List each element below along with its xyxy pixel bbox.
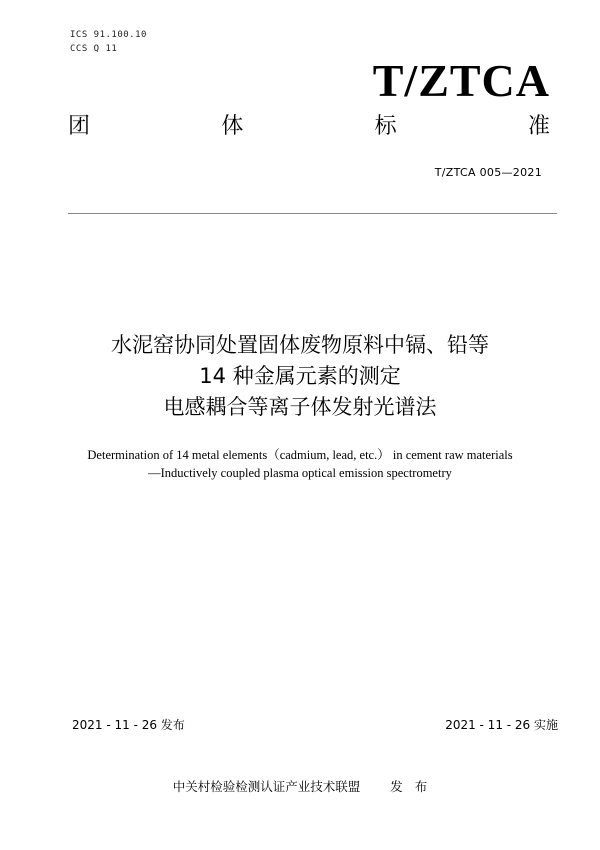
standard-number: T/ZTCA 005—2021	[434, 166, 542, 179]
english-title-line: —Inductively coupled plasma optical emission spectrometry	[148, 466, 452, 480]
standard-type-char: 标	[374, 114, 397, 139]
issue-date: 2021 - 11 - 26 发布	[72, 718, 185, 732]
english-title-line: Determination of 14 metal elements（cadmium, lead, etc.） in cement raw materials	[87, 448, 513, 462]
header-divider	[68, 213, 557, 214]
chinese-title	[40, 330, 560, 423]
standard-type-char: 团	[68, 114, 91, 139]
issuer-action: 发 布	[390, 779, 428, 794]
issuer-name: 中关村检验检测认证产业技术联盟	[172, 779, 361, 794]
standard-logo: T/ZTCA	[372, 55, 550, 106]
standard-type-char: 准	[527, 114, 550, 139]
chinese-title-line: 电感耦合等离子体发射光谱法	[163, 395, 437, 419]
ics-code: ICS 91.100.10	[70, 30, 147, 40]
standard-type-char: 体	[221, 114, 244, 139]
ccs-code: CCS Q 11	[70, 44, 118, 54]
implementation-date: 2021 - 11 - 26 实施	[445, 718, 558, 732]
english-title	[40, 446, 560, 482]
chinese-title-line: 14 种金属元素的测定	[199, 364, 401, 388]
chinese-title-line: 水泥窑协同处置固体废物原料中镉、铅等	[111, 333, 489, 357]
issuer-line	[0, 777, 600, 795]
standard-type	[68, 116, 550, 138]
